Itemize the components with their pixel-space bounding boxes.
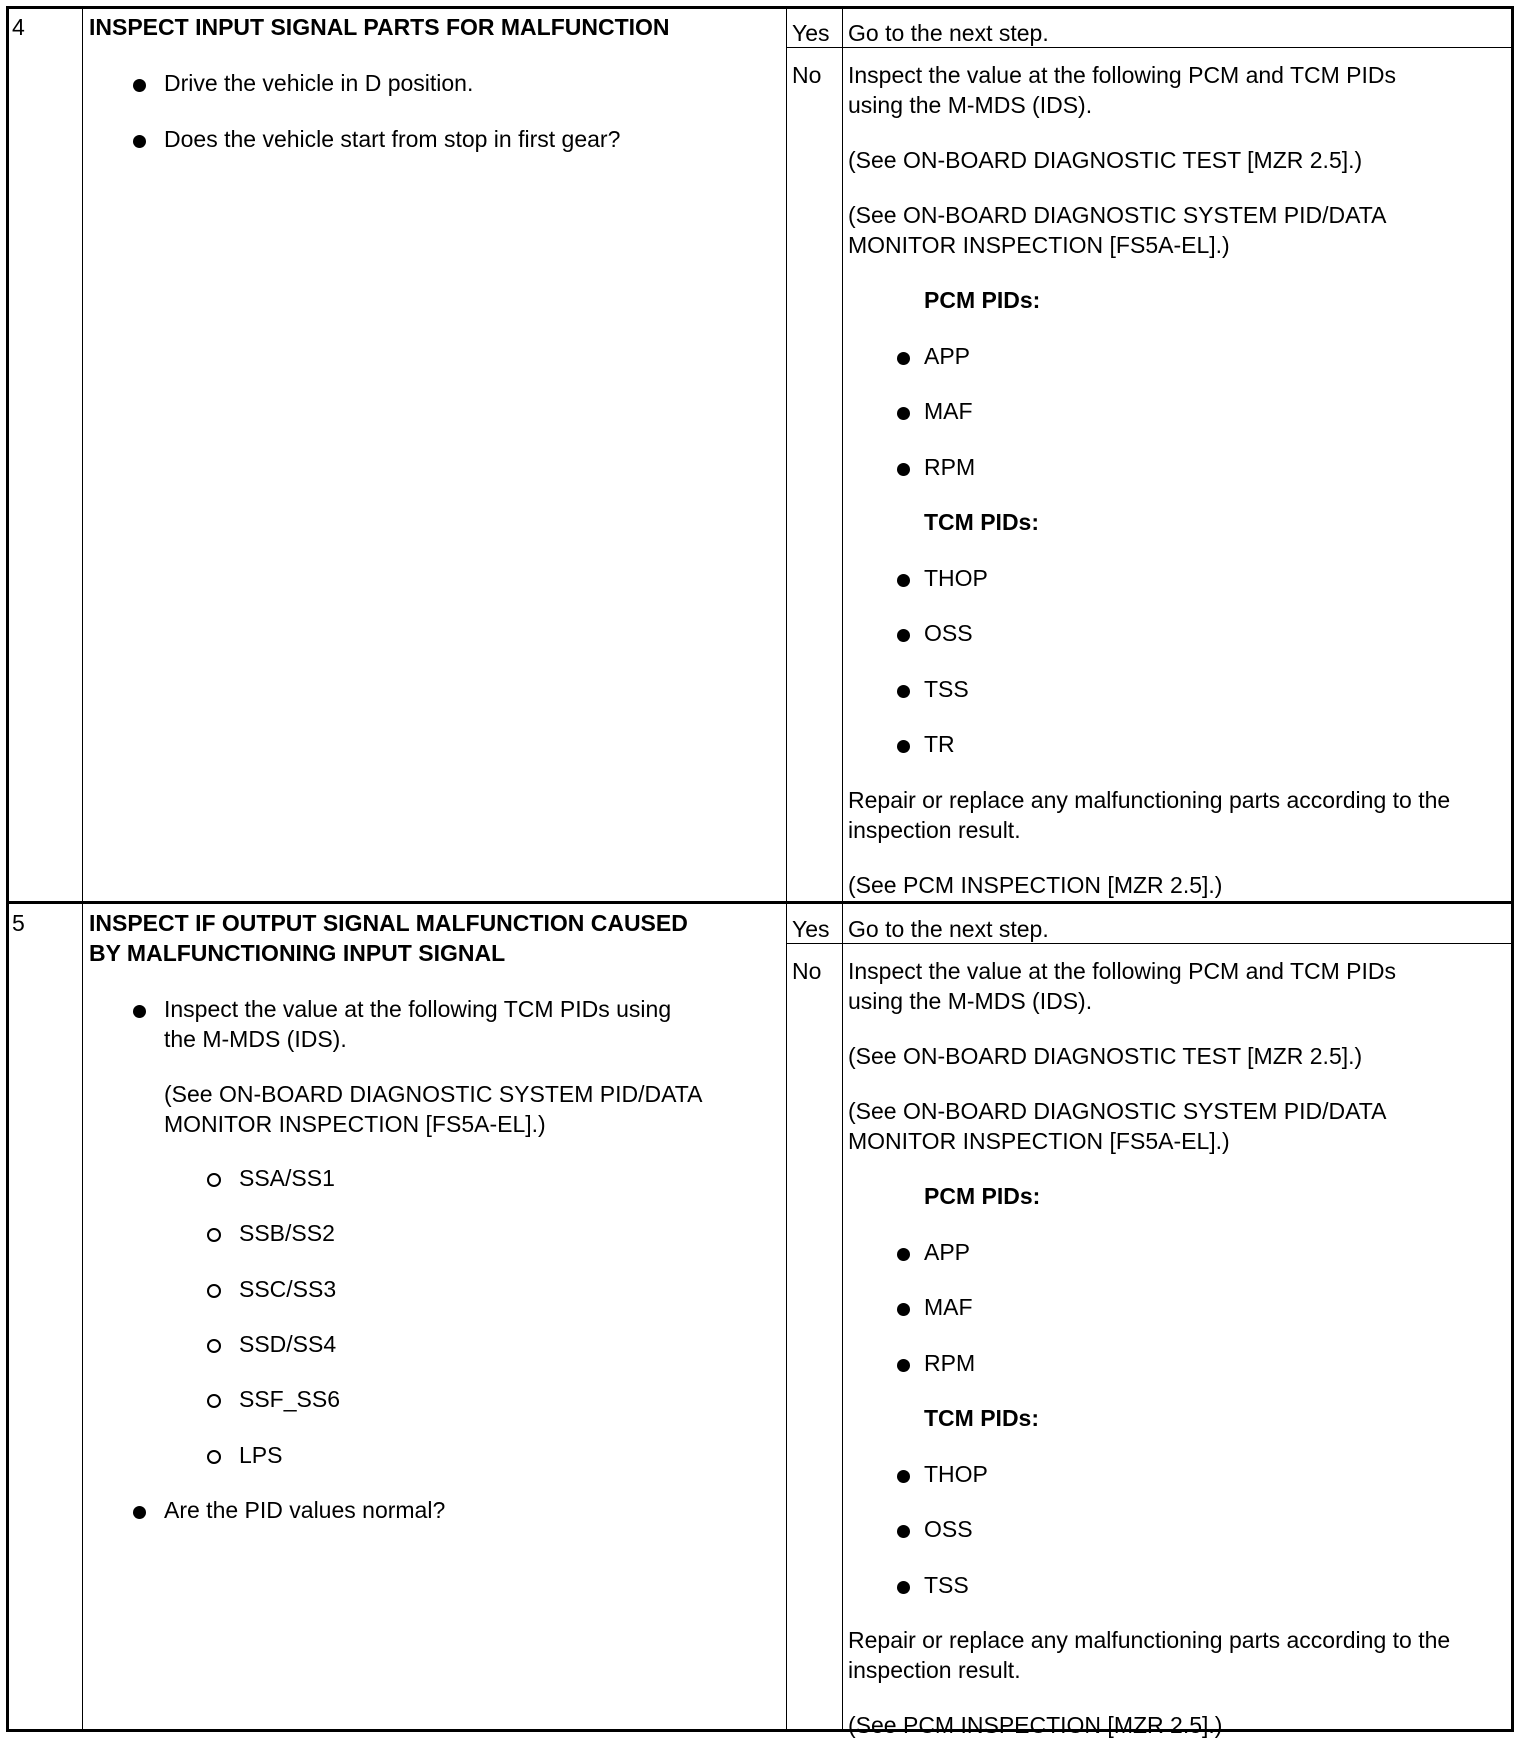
list-item: Are the PID values normal? (164, 1497, 446, 1523)
no-label: No (792, 62, 822, 88)
pid-item: THOP (924, 1461, 988, 1487)
step-title: INSPECT INPUT SIGNAL PARTS FOR MALFUNCTION (89, 14, 670, 40)
repair-instruction-line2: inspection result. (848, 1657, 1021, 1683)
circle-bullet-icon (207, 1394, 221, 1408)
bullet-icon (897, 1248, 910, 1261)
bullet-icon (897, 574, 910, 587)
no-action-intro-line1: Inspect the value at the following PCM and TCM PIDs (848, 958, 1397, 984)
sub-list-item: SSD/SS4 (239, 1331, 337, 1357)
see-reference: (See ON-BOARD DIAGNOSTIC TEST [MZR 2.5].) (848, 147, 1363, 173)
list-item: Does the vehicle start from stop in first gear? (164, 126, 621, 152)
bullet-icon (897, 407, 910, 420)
repair-instruction-line1: Repair or replace any malfunctioning parts according to the (848, 1627, 1451, 1653)
pid-item: MAF (924, 398, 973, 424)
no-action-intro-line2: using the M-MDS (IDS). (848, 92, 1093, 118)
bullet-icon (897, 1581, 910, 1594)
see-reference-line2: MONITOR INSPECTION [FS5A-EL].) (848, 232, 1230, 258)
pcm-pids-heading: PCM PIDs: (924, 287, 1041, 313)
list-item: Drive the vehicle in D position. (164, 70, 474, 96)
bullet-icon (897, 1303, 910, 1316)
pid-item: TSS (924, 1572, 969, 1598)
bullet-icon (897, 1470, 910, 1483)
see-reference: (See PCM INSPECTION [MZR 2.5].) (848, 1712, 1223, 1738)
pid-item: OSS (924, 1516, 973, 1542)
sub-list-item: SSF_SS6 (239, 1386, 340, 1412)
see-reference-line1: (See ON-BOARD DIAGNOSTIC SYSTEM PID/DATA (164, 1081, 703, 1107)
circle-bullet-icon (207, 1228, 221, 1242)
step-number: 4 (12, 14, 25, 40)
circle-bullet-icon (207, 1339, 221, 1353)
column-divider-action (786, 6, 787, 1730)
pid-item: RPM (924, 454, 976, 480)
circle-bullet-icon (207, 1450, 221, 1464)
bullet-icon (133, 1005, 146, 1018)
tcm-pids-heading: TCM PIDs: (924, 1405, 1039, 1431)
circle-bullet-icon (207, 1284, 221, 1298)
pid-item: MAF (924, 1294, 973, 1320)
sub-list-item: LPS (239, 1442, 283, 1468)
bullet-icon (897, 1525, 910, 1538)
see-reference-line1: (See ON-BOARD DIAGNOSTIC SYSTEM PID/DATA (848, 202, 1387, 228)
step-title-line2: BY MALFUNCTIONING INPUT SIGNAL (89, 940, 506, 966)
sub-list-item: SSB/SS2 (239, 1220, 335, 1246)
bullet-icon (897, 352, 910, 365)
tcm-pids-heading: TCM PIDs: (924, 509, 1039, 535)
list-item-line1: Inspect the value at the following TCM PIDs using (164, 996, 672, 1022)
no-action-intro-line2: using the M-MDS (IDS). (848, 988, 1093, 1014)
circle-bullet-icon (207, 1173, 221, 1187)
pid-item: RPM (924, 1350, 976, 1376)
bullet-icon (133, 1506, 146, 1519)
column-divider-result (842, 6, 843, 1730)
see-reference-line1: (See ON-BOARD DIAGNOSTIC SYSTEM PID/DATA (848, 1098, 1387, 1124)
step-number: 5 (12, 910, 25, 936)
bullet-icon (897, 1359, 910, 1372)
repair-instruction-line1: Repair or replace any malfunctioning parts according to the (848, 787, 1451, 813)
bullet-icon (897, 629, 910, 642)
bullet-icon (133, 79, 146, 92)
row-divider (6, 901, 1514, 904)
pid-item: APP (924, 1239, 971, 1265)
see-reference: (See ON-BOARD DIAGNOSTIC TEST [MZR 2.5].) (848, 1043, 1363, 1069)
pid-item: TSS (924, 676, 969, 702)
no-label: No (792, 958, 822, 984)
column-divider-number (82, 6, 83, 1730)
no-action-intro-line1: Inspect the value at the following PCM and TCM PIDs (848, 62, 1397, 88)
table-border (6, 6, 1514, 1732)
pid-item: OSS (924, 620, 973, 646)
yes-action: Go to the next step. (848, 916, 1049, 942)
see-reference: (See PCM INSPECTION [MZR 2.5].) (848, 872, 1223, 898)
sub-list-item: SSC/SS3 (239, 1276, 337, 1302)
bullet-icon (897, 685, 910, 698)
diagnostic-table (6, 6, 1514, 1738)
pid-item: THOP (924, 565, 988, 591)
see-reference-line2: MONITOR INSPECTION [FS5A-EL].) (164, 1111, 546, 1137)
sub-list-item: SSA/SS1 (239, 1165, 335, 1191)
bullet-icon (133, 135, 146, 148)
step-title-line1: INSPECT IF OUTPUT SIGNAL MALFUNCTION CAUSED (89, 910, 688, 936)
see-reference-line2: MONITOR INSPECTION [FS5A-EL].) (848, 1128, 1230, 1154)
yes-label: Yes (792, 916, 830, 942)
repair-instruction-line2: inspection result. (848, 817, 1021, 843)
bullet-icon (897, 463, 910, 476)
bullet-icon (897, 740, 910, 753)
list-item-line2: the M-MDS (IDS). (164, 1026, 347, 1052)
yes-label: Yes (792, 20, 830, 46)
pid-item: APP (924, 343, 971, 369)
yes-action: Go to the next step. (848, 20, 1049, 46)
pid-item: TR (924, 731, 955, 757)
pcm-pids-heading: PCM PIDs: (924, 1183, 1041, 1209)
